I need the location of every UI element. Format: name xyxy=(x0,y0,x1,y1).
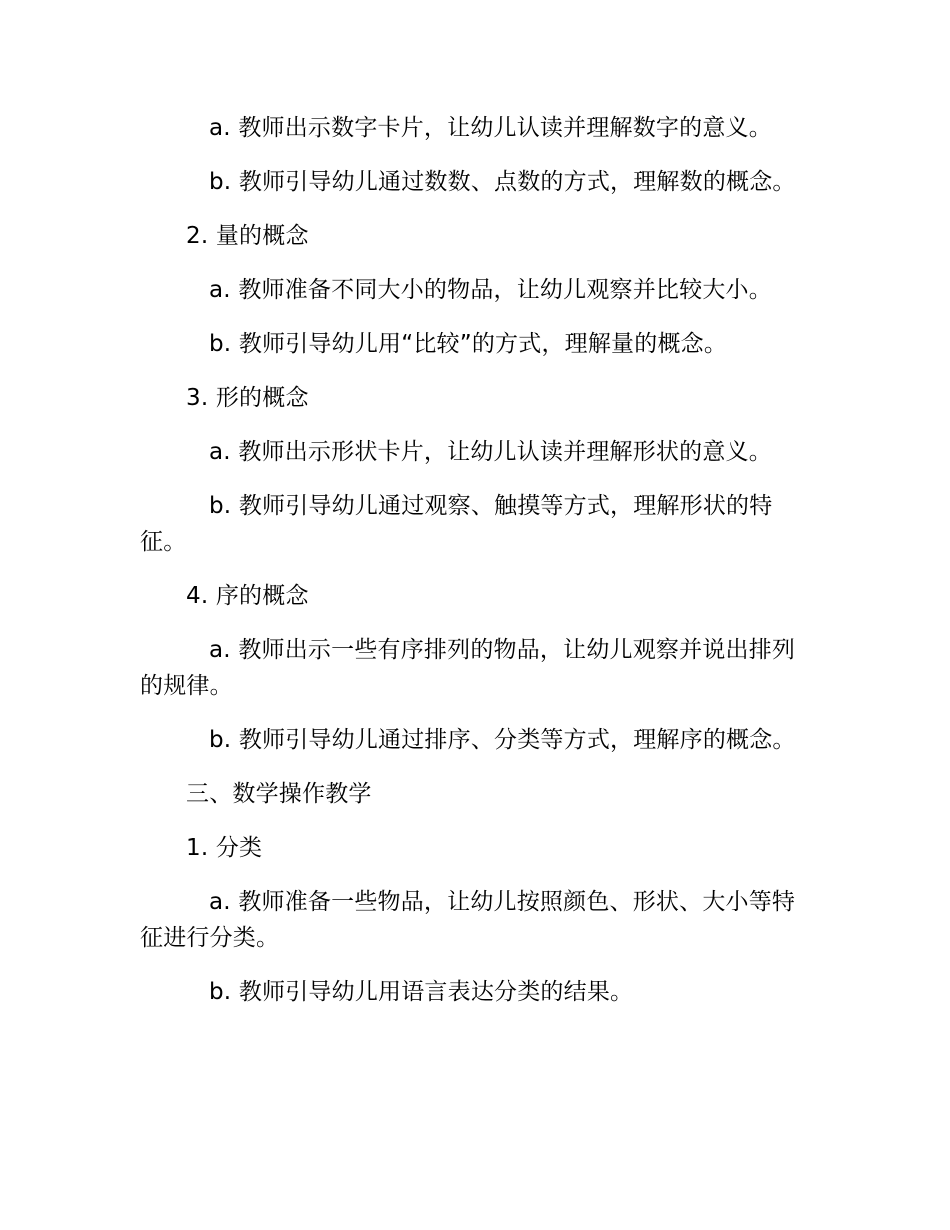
paragraph-counting: b. 教师引导幼儿通过数数、点数的方式，理解数的概念。 xyxy=(209,169,796,195)
paragraph-classify-objects: a. 教师准备一些物品，让幼儿按照颜色、形状、大小等特征进行分类。 xyxy=(140,889,796,951)
section-heading-quantity: 2. 量的概念 xyxy=(186,223,309,249)
paragraph-sorting: b. 教师引导幼儿通过排序、分类等方式，理解序的概念。 xyxy=(209,727,796,753)
paragraph-shape-cards: a. 教师出示形状卡片，让幼儿认读并理解形状的意义。 xyxy=(209,439,772,465)
document-body xyxy=(140,110,812,1028)
section-heading-order: 4. 序的概念 xyxy=(186,583,309,609)
paragraph-shape-features: b. 教师引导幼儿通过观察、触摸等方式，理解形状的特征。 xyxy=(140,493,773,555)
paragraph-express-results: b. 教师引导幼儿用语言表达分类的结果。 xyxy=(209,979,634,1005)
paragraph-size-objects: a. 教师准备不同大小的物品，让幼儿观察并比较大小。 xyxy=(209,277,772,303)
paragraph-ordered-objects: a. 教师出示一些有序排列的物品，让幼儿观察并说出排列的规律。 xyxy=(140,637,796,699)
section-heading-classification: 1. 分类 xyxy=(186,835,263,861)
paragraph-comparison: b. 教师引导幼儿用“比较”的方式，理解量的概念。 xyxy=(209,331,728,357)
section-heading-shape: 3. 形的概念 xyxy=(186,385,309,411)
chapter-heading-operations: 三、数学操作教学 xyxy=(186,781,372,807)
paragraph-number-card: a. 教师出示数字卡片，让幼儿认读并理解数字的意义。 xyxy=(209,115,772,141)
